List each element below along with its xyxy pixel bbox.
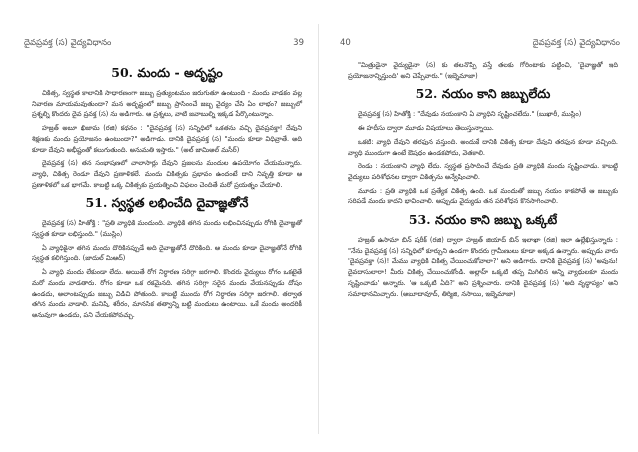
page-number: 40 — [340, 38, 351, 48]
paragraph: దైవప్రవక్త (స) హితోక్తి : "దేవుడు నయంకాని ఏ వ్యాధిని సృష్టించలేదు." (బుఖారీ, ముస్లిం) — [358, 110, 582, 119]
paragraph: ఏ వ్యాధి మందు లేకుండా లేదు. అయితే రోగ నిర్ధారణ సరిగ్గా జరగాలి. కొందరు వైద్యులు రోగం ఒకటైతే మరో మందు వాడతారు. రోగం కూడా ఒక రకమైనది. తగిన సరిగ్గా సరైన మందు వేయనప్పుడు దోషం ఉండదు, అలాంటప్పుడు జబ్బు విడిచి పోతుంది. కాబట్టి ముందు రోగ నిర్ధారణ సరిగ్గా జరగాలి. తర్వాత తగిన మందు వాడాలి. మనిషి, శరీరం, మానసిక తత్వాన్ని బట్టి మందులు ఉంటాయి. ఒకే మందు అందరికీ అనువుగా ఉండదు, పని చేయకపోవచ్చు. — [32, 268, 302, 319]
running-title: దైవప్రవక్త (స) వైద్యవిధానం — [24, 38, 112, 48]
section-heading — [32, 65, 302, 84]
section-heading — [348, 212, 618, 231]
section-title: స్వస్థత లభించేది దైవాజ్ఞతోనే — [111, 195, 249, 211]
section-number: 52. — [415, 86, 438, 102]
paragraph: ఒకటి: వ్యాధి దేవుని తరఫున వస్తుంది. అందుకే దానికి చికిత్స కూడా దేవుని తరఫున కూడా వచ్చింది. వ్యాధి ముందుగా ఉంటే ఔషధం ఉండకపోదు, వెతకాలి. — [348, 137, 618, 157]
paragraph: ఈ హదీసు ద్వారా మూడు విషయాలు తెలుస్తున్నాయి. — [358, 124, 494, 133]
paragraph: ఏ వ్యాధికైనా తగిన మందు దొరికినప్పుడే అది దైవాజ్ఞతోనే దొరికింది. ఆ మందు కూడా దైవాజ్ఞతోనే రోగికి స్వస్థత కలిగిస్తుంది. (జాదుల్ మిఆద్) — [32, 243, 302, 263]
section-heading — [32, 195, 302, 214]
page-gutter — [318, 24, 319, 434]
section-title: నయం కాని జబ్బు ఒక్కటే — [434, 212, 558, 228]
paragraph: రెండు : నయంకాని వ్యాధి లేదు. స్వస్థత ప్రసాదించే దేవుడు ప్రతి వ్యాధికి మందు సృష్టించాడు. కాబట్టి వైద్యులు పరిశోధనల ద్వారా చికిత్సను అన్వేషించాలి. — [348, 162, 618, 181]
left-page-header — [24, 38, 304, 52]
page-number: 39 — [293, 38, 304, 48]
section-heading — [348, 86, 618, 105]
right-page — [330, 0, 630, 452]
paragraph: దైవప్రవక్త (స) తన సంభాషణలో చాలాసార్లు దేవుని ప్రజలను మందుల ఉపయోగం చేయమన్నారు. వ్యాధి, చికిత్స రెండూ దేవుని ప్రణాళికలే. మందు చికిత్సకు ప్రభావం ఉందంటే దాని నివృత్తి కూడా ఆ ప్రణాళికలో ఒక భాగమే. కాబట్టి ఒక్క చికిత్సకు ప్రయత్నించి విఫలం చెందితే మరో ప్రయత్నం చేయాలి. — [32, 159, 302, 189]
section-number: 53. — [408, 212, 431, 228]
section-title: నయం కాని జబ్బులేదు — [441, 86, 551, 102]
section-number: 51. — [85, 195, 108, 211]
right-page-body — [348, 60, 618, 302]
paragraph: "మిత్రుడైనా వైద్యుడైనా (స) కు తలనొప్పి వస్తే తలకు గోరింటాకు పట్టించి, 'దైవాజ్ఞతో ఇది ప్రయోజనాన్నిస్తుంది' అని చెప్పేవారు." (ఇబ్నెమాజా) — [348, 61, 618, 80]
right-page-header — [340, 38, 620, 52]
left-page-body — [32, 60, 302, 324]
left-page — [14, 0, 314, 452]
paragraph: చికిత్స, స్వస్థత కాలానికి సాధారణంగా జబ్బు ప్రత్యుంటమం జరుగుతూ ఉంటుంది - మందు వాడకం వల్ల నివారణ మాయమవుతుందా? మన అదృష్టంలో జబ్బు ప్రాసింంచే జబ్బ వైద్యం చేసి ఏం లాభం? జబ్బులో ప్రశ్నల్ని కొందరు దైవ ప్రవక్త (స) ను అడిగారు. ఆ ప్రశ్నలు, వాటి జవాబుల్ని ఇక్కడ పేర్కొంటున్నాం. — [32, 89, 302, 119]
section-number: 50. — [111, 65, 134, 80]
running-title: దైవప్రవక్త (స) వైద్యవిధానం — [532, 38, 620, 48]
section-title: మందు - అదృష్టం — [137, 65, 223, 80]
paragraph: దైవప్రవక్త (స) హితోక్తి : "ప్రతి వ్యాధికి మందుంది. వ్యాధికి తగిన మందు లభించినప్పుడు రోగికి దైవాజ్ఞతో స్వస్థత కూడా లభిస్తుంది." (ముస్లిం) — [32, 219, 302, 239]
paragraph: హజ్రత్ అబూ ఖిజామ (రజి) కథనం : "దైవప్రవక్త (స) సన్నిధిలో ఒకతను వచ్చి దైవప్రవక్తా! దేవుని శిక్షణకు మందు ప్రయోజనం ఉంటుందా?" అడిగాడు. దానికి దైవప్రవక్త (స) "మందు కూడా విధివ్రాతే. అది కూడా దేవుని అభీష్టంతో కలుగుతుంది. అనుమతి ఇస్తారు." (అల్ జామిఅల్ మసీర్) — [32, 124, 302, 154]
paragraph: మూడు : ప్రతి వ్యాధికి ఒక ప్రత్యేక చికిత్స ఉంది. ఒక మందుతో జబ్బు నయం కాకపోతే ఆ జబ్బుకు సరిపడే మందు కాదని భావించాలి. అప్పుడు వైద్యుడు తన పరిశోధన కొనసాగించాలి. — [348, 186, 618, 206]
paragraph: హజ్రత్ ఉసామా బిన్ షరీక్ (రజి) ద్వారా హజ్రత్ జియాద్ బిన్ ఇలాఖా (రజి) ఇలా ఉల్లేఖిస్తున్నారు : "నేను దైవప్రవక్త (స) సన్నిధిలో కూర్చుని ఉండగా కొందరు గ్రామీణులు కూడా అక్కడ ఉన్నారు. అప్పుడు వారు 'దైవప్రవక్తా (స)! మేము వ్యాధికి చికిత్స చేయించుకోవాలా?' అని అడిగారు. దానికి దైవప్రవక్త (స) 'అవును! దైవదాసులారా! మీరు చికిత్స చేయించుకోండి. అల్లాహ్ ఒక్కటి తప్ప మిగిలిన అన్ని వ్యాధులకూ మందు సృష్టించాడు' అన్నారు. 'ఆ ఒక్కటి ఏది?' అని ప్రశ్నించారు. దానికి దైవప్రవక్త (స) 'అది వృద్ధాప్యం' అని సమాధానమిచ్చారు. (అబూదావూద్, తిర్మిజి, నసాయి, ఇబ్నెమాజా) — [348, 236, 618, 298]
